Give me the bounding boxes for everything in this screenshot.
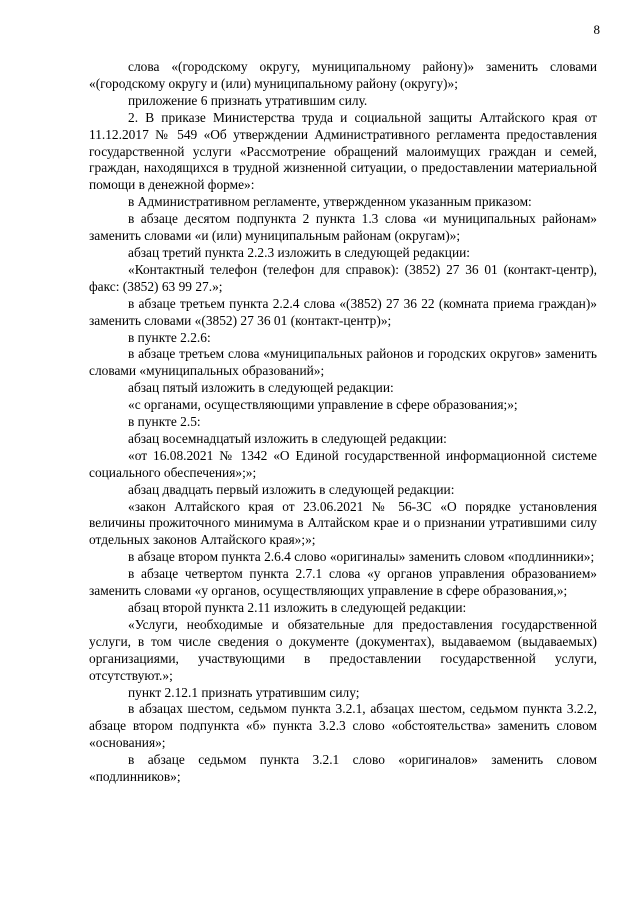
paragraph: в абзаце седьмом пункта 3.2.1 слово «оригиналов» заменить словом «подлинников»; [89, 752, 597, 785]
paragraph: приложение 6 признать утратившим силу. [128, 92, 368, 108]
paragraph: в пункте 2.2.6: [128, 329, 211, 345]
paragraph: в абзаце третьем пункта 2.2.4 слова «(3852) 27 36 22 (комната приема граждан)» заменить словами «(3852) 27 36 01 (контакт-центр)»; [89, 295, 597, 328]
paragraph: «от 16.08.2021 № 1342 «О Единой государственной информационной системе социального обеспечения»;»; [89, 447, 597, 480]
paragraph: «Услуги, необходимые и обязательные для предоставления государственной услуги, в том числе сведения о документе (документах), выдаваемом (выдаваемых) организациями, участвующими в предоставлении государственной услуги, отсутствуют.»; [89, 616, 597, 683]
paragraph: «Контактный телефон (телефон для справок): (3852) 27 36 01 (контакт-центр), факс: (3852) 63 99 27.»; [89, 261, 597, 294]
paragraph: «с органами, осуществляющими управление в сфере образования;»; [128, 397, 518, 413]
paragraph: абзац двадцать первый изложить в следующей редакции: [128, 481, 455, 497]
paragraph: в абзаце четвертом пункта 2.7.1 слова «у органов управления образованием» заменить словами «у органов, осуществляющих управление в сфере образования,»; [89, 566, 597, 599]
paragraph: в Административном регламенте, утвержденном указанным приказом: [128, 194, 532, 210]
paragraph: 2. В приказе Министерства труда и социальной защиты Алтайского края от 11.12.2017 № 549 «Об утверждении Административного регламента предоставления государственной услуги «Рассмотрение обращений малоимущих граждан и семей, граждан, находящихся в трудной жизненной ситуации, о предоставлении материальной помощи в денежной форме»: [89, 109, 597, 193]
paragraph: в абзацах шестом, седьмом пункта 3.2.1, абзацах шестом, седьмом пункта 3.2.2, абзаце втором подпункта «б» пункта 3.2.3 слово «обстоятельства» заменить словом «основания»; [89, 701, 597, 751]
paragraph: абзац восемнадцатый изложить в следующей редакции: [128, 430, 447, 446]
paragraph: «закон Алтайского края от 23.06.2021 № 56-ЗС «О порядке установления величины прожиточного минимума в Алтайском крае и о признании утратившими силу отдельных законов Алтайского края»;»; [89, 498, 597, 548]
paragraph: в пункте 2.5: [128, 414, 201, 430]
paragraph: абзац пятый изложить в следующей редакции: [128, 380, 394, 396]
page-number: 8 [593, 22, 600, 37]
paragraph: абзац третий пункта 2.2.3 изложить в следующей редакции: [128, 244, 470, 260]
paragraph: в абзаце втором пункта 2.6.4 слово «оригиналы» заменить словом «подлинники»; [128, 549, 595, 565]
paragraph: в абзаце третьем слова «муниципальных районов и городских округов» заменить словами «муниципальных образований»; [89, 346, 597, 379]
paragraph: в абзаце десятом подпункта 2 пункта 1.3 слова «и муниципальных районам» заменить словами «и (или) муниципальным районам (округам)»; [89, 211, 597, 244]
paragraph: слова «(городскому округу, муниципальному району)» заменить словами «(городскому округу и (или) муниципальному району (округу)»; [89, 59, 597, 91]
paragraph: пункт 2.12.1 признать утратившим силу; [128, 684, 360, 700]
paragraph: абзац второй пункта 2.11 изложить в следующей редакции: [128, 600, 467, 615]
document-body [89, 59, 597, 786]
